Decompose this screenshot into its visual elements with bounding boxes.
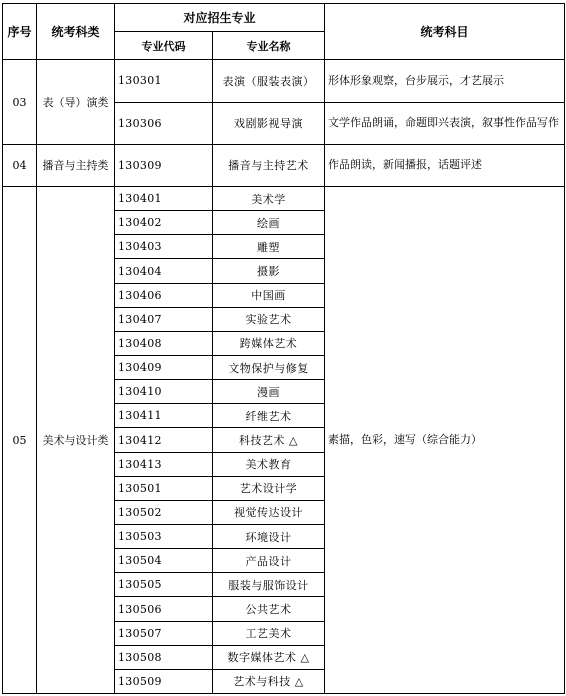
major-code: 130505 [115,573,213,597]
major-code: 130301 [115,60,213,102]
exam-subjects: 素描，色彩，速写（综合能力） [325,187,565,694]
major-code: 130504 [115,549,213,573]
exam-subjects: 文学作品朗诵，命题即兴表演，叙事性作品写作 [325,102,565,144]
group-seq: 04 [3,144,37,186]
major-name-text: 环境设计 [245,530,292,544]
header-code: 专业代码 [115,32,213,60]
table-row [3,144,565,186]
major-name-text: 美术教育 [245,458,292,472]
major-name: 表演（服装表演） [213,60,325,102]
header-subjects: 统考科目 [325,4,565,60]
major-name [213,476,325,500]
major-name-text: 跨媒体艺术 [239,337,298,351]
major-name [213,597,325,621]
header-major-name: 专业名称 [213,32,325,60]
major-name [213,669,325,693]
major-name [213,645,325,669]
major-name [213,259,325,283]
major-name-text: 中国画 [251,289,286,303]
major-name-text: 纤维艺术 [245,409,292,423]
major-name [213,380,325,404]
major-name [213,525,325,549]
exam-subjects: 作品朗读，新闻播报，话题评述 [325,144,565,186]
major-name [213,331,325,355]
major-code: 130506 [115,597,213,621]
major-name-text: 美术学 [251,192,286,206]
group-category: 表（导）演类 [37,60,115,144]
major-name [213,283,325,307]
major-name [213,356,325,380]
major-name-text: 摄影 [257,265,280,279]
group-category: 播音与主持类 [37,144,115,186]
major-name [213,428,325,452]
major-name-text: 雕塑 [257,240,280,254]
major-code: 130309 [115,144,213,186]
major-name-text: 工艺美术 [245,627,292,641]
major-name-text: 绘画 [257,216,280,230]
major-name [213,187,325,211]
major-name [213,235,325,259]
major-code: 130406 [115,283,213,307]
admissions-subject-table [2,3,565,694]
major-name-text: 漫画 [257,385,280,399]
table-row [3,187,565,211]
major-name [213,573,325,597]
major-name [213,307,325,331]
major-name-text: 科技艺术 [239,434,286,448]
major-code: 130413 [115,452,213,476]
major-name-text: 数字媒体艺术 [227,651,297,665]
major-code: 130410 [115,380,213,404]
major-code: 130411 [115,404,213,428]
major-code: 130306 [115,102,213,144]
major-code: 130509 [115,669,213,693]
major-name [213,404,325,428]
major-code: 130508 [115,645,213,669]
group-seq: 03 [3,60,37,144]
major-code: 130408 [115,331,213,355]
major-code: 130507 [115,621,213,645]
exam-subjects: 形体形象观察，台步展示，才艺展示 [325,60,565,102]
major-name: 戏剧影视导演 [213,102,325,144]
triangle-mark-icon: △ [294,675,304,689]
major-code: 130403 [115,235,213,259]
header-seq: 序号 [3,4,37,60]
major-code: 130412 [115,428,213,452]
major-name [213,211,325,235]
major-name [213,549,325,573]
major-code: 130404 [115,259,213,283]
major-code: 130501 [115,476,213,500]
major-name-text: 服装与服饰设计 [228,578,309,592]
major-name-text: 公共艺术 [245,603,292,616]
header-category: 统考科类 [37,4,115,60]
major-code: 130502 [115,500,213,524]
major-name [213,621,325,645]
table-row [3,60,565,102]
major-code: 130409 [115,356,213,380]
major-name-text: 产品设计 [245,554,292,568]
major-name-text: 艺术设计学 [239,482,298,496]
major-name: 播音与主持艺术 [213,144,325,186]
major-name-text: 文物保护与修复 [228,361,309,375]
major-code: 130402 [115,211,213,235]
major-name-text: 实验艺术 [245,313,292,327]
major-code: 130401 [115,187,213,211]
group-seq: 05 [3,187,37,694]
header-majors-group: 对应招生专业 [115,4,325,32]
triangle-mark-icon: △ [300,651,310,665]
major-name [213,452,325,476]
major-name-text: 视觉传达设计 [234,506,303,520]
major-name-text: 艺术与科技 [233,675,291,689]
group-category: 美术与设计类 [37,187,115,694]
major-name [213,500,325,524]
major-code: 130407 [115,307,213,331]
triangle-mark-icon: △ [289,434,298,448]
major-code: 130503 [115,525,213,549]
